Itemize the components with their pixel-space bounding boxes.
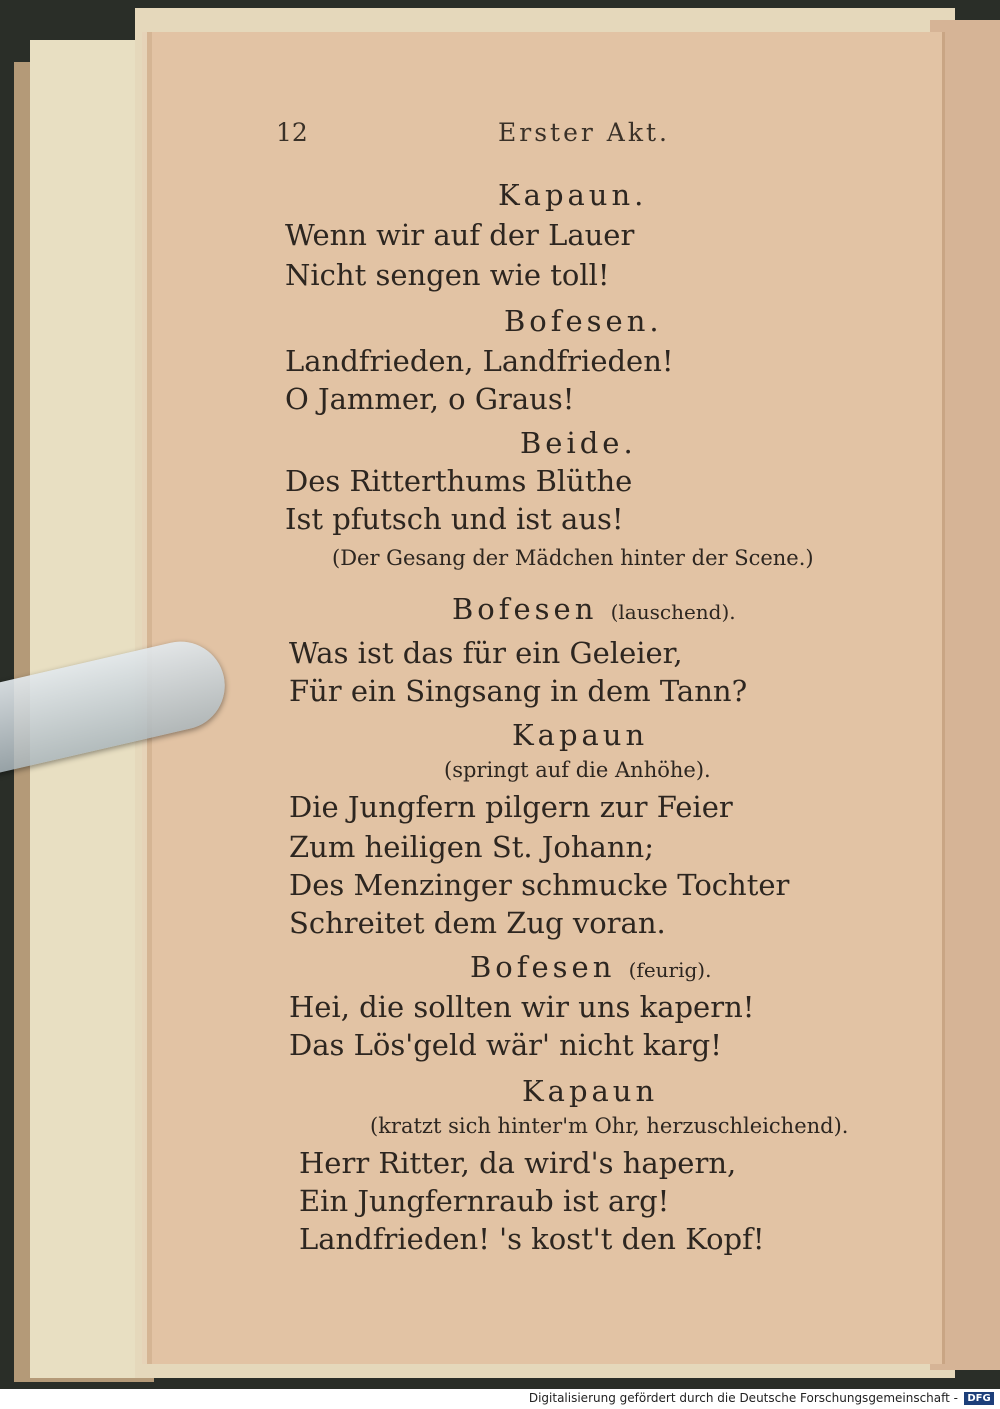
verse-line: Schreitet dem Zug voran.: [289, 906, 666, 940]
verse-line: Landfrieden! 's kost't den Kopf!: [299, 1222, 765, 1256]
stage-direction: (kratzt sich hinter'm Ohr, herzuschleichend).: [370, 1114, 849, 1138]
verse-line: O Jammer, o Graus!: [285, 382, 575, 416]
verse-line: Nicht sengen wie toll!: [285, 258, 610, 292]
verse-line: Hei, die sollten wir uns kapern!: [289, 990, 755, 1024]
verse-line: Die Jungfern pilgern zur Feier: [289, 790, 733, 824]
verse-line: Das Lös'geld wär' nicht karg!: [289, 1028, 722, 1062]
page-number: 12: [276, 118, 308, 147]
verse-line: Des Menzinger schmucke Tochter: [289, 868, 790, 902]
verse-line: Was ist das für ein Geleier,: [289, 636, 683, 670]
verse-line: Des Ritterthums Blüthe: [285, 464, 633, 498]
speaker-name: Beide.: [520, 426, 637, 460]
stage-direction: (Der Gesang der Mädchen hinter der Scene.): [332, 546, 814, 570]
verse-line: Für ein Singsang in dem Tann?: [289, 674, 748, 708]
speaker-name: Kapaun: [522, 1074, 659, 1108]
verse-line: Landfrieden, Landfrieden!: [285, 344, 674, 378]
running-title: Erster Akt.: [498, 118, 670, 147]
speaker-name: Bofesen (feurig).: [470, 950, 712, 984]
speaker-name: Kapaun.: [498, 178, 648, 212]
stage-direction: (springt auf die Anhöhe).: [444, 758, 711, 782]
dfg-logo: DFG: [964, 1392, 994, 1405]
verse-line: Zum heiligen St. Johann;: [289, 830, 654, 864]
speaker-name: Kapaun: [512, 718, 649, 752]
verse-line: Wenn wir auf der Lauer: [285, 218, 635, 252]
verse-line: Ist pfutsch und ist aus!: [285, 502, 624, 536]
digitization-credit: Digitalisierung gefördert durch die Deutsche Forschungsgemeinschaft -: [528, 1391, 958, 1405]
verse-line: Ein Jungfernraub ist arg!: [299, 1184, 670, 1218]
verse-line: Herr Ritter, da wird's hapern,: [299, 1146, 737, 1180]
speaker-name: Bofesen (lauschend).: [452, 592, 736, 626]
speaker-name: Bofesen.: [504, 304, 663, 338]
